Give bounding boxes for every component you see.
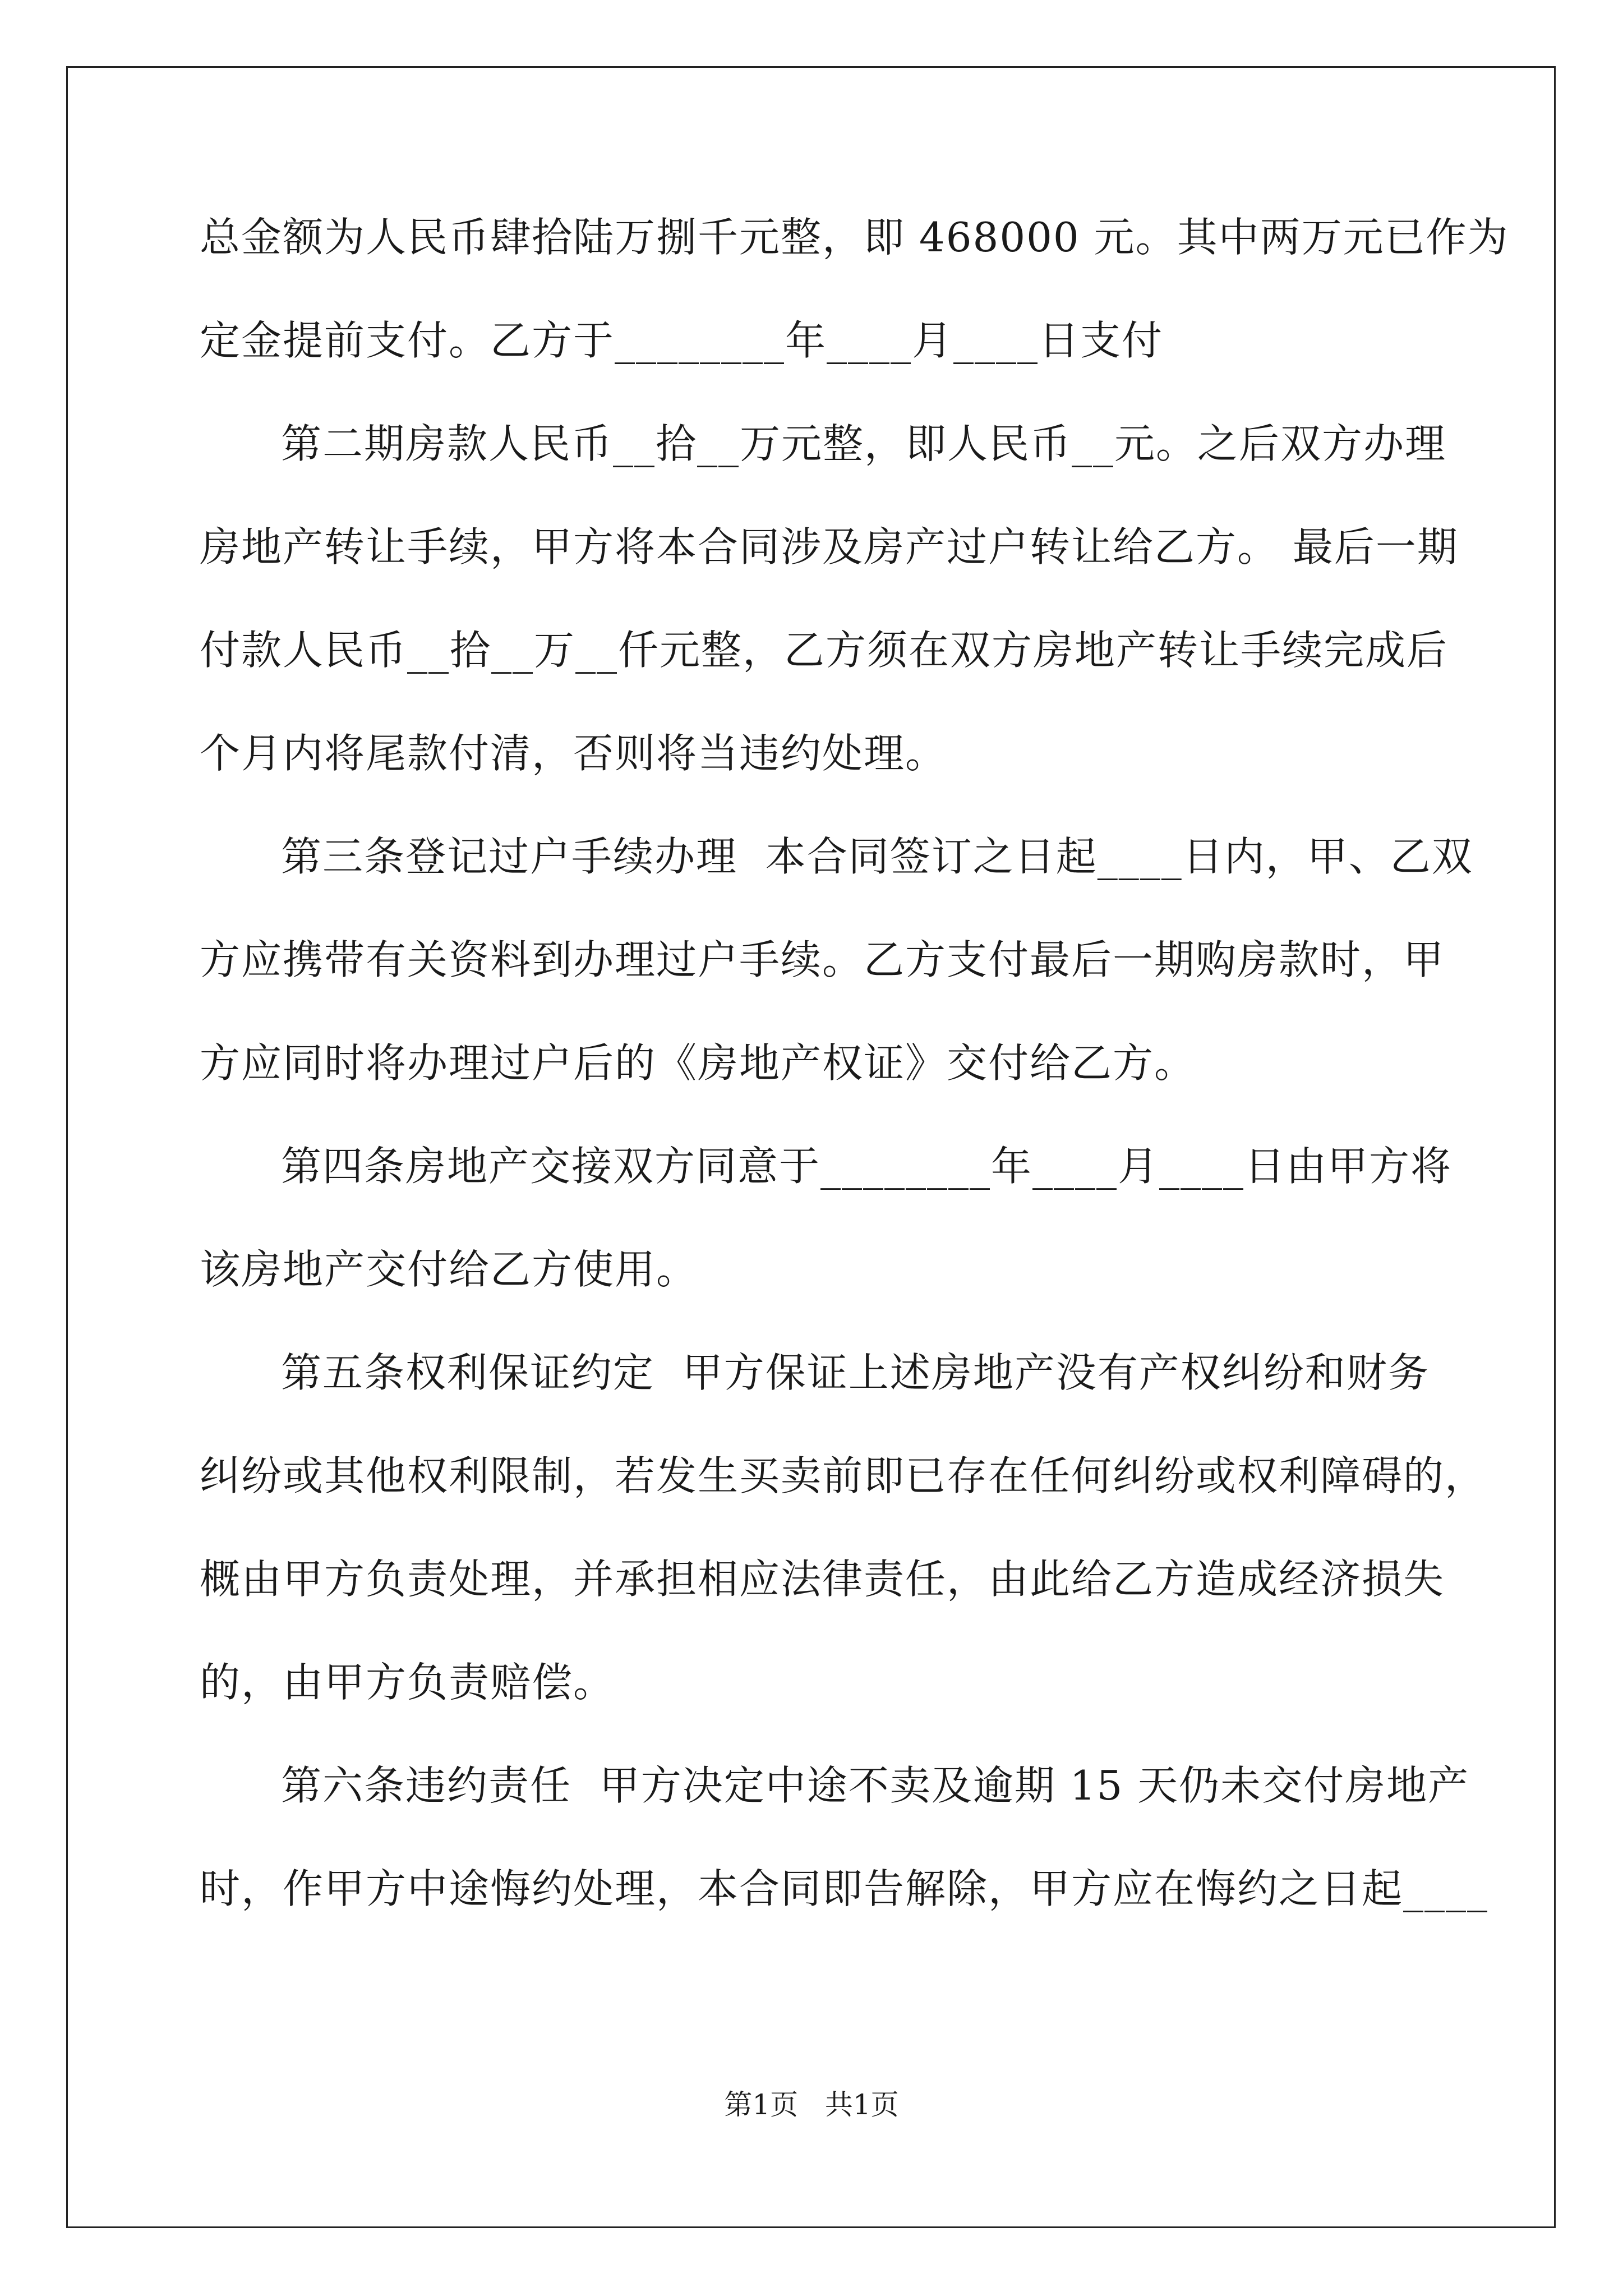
paragraph-start-line: 第四条房地产交接双方同意于________年____月____日由甲方将 xyxy=(281,1143,1453,1190)
text-line: 房地产转让手续，甲方将本合同涉及房产过户转让给乙方。 最后一期 xyxy=(200,523,1459,570)
page-footer: 第1页 共1页 xyxy=(724,2088,899,2121)
paragraph-start-line: 第三条登记过户手续办理 本合同签订之日起____日内，甲、乙双 xyxy=(281,833,1473,880)
text-line: 时，作甲方中途悔约处理，本合同即告解除，甲方应在悔约之日起____ xyxy=(200,1865,1489,1912)
text-line: 方应携带有关资料到办理过户手续。乙方支付最后一期购房款时，甲 xyxy=(200,936,1445,983)
text-line: 定金提前支付。乙方于________年____月____日支付 xyxy=(200,317,1164,364)
text-line: 纠纷或其他权利限制，若发生买卖前即已存在任何纠纷或权利障碍的， xyxy=(200,1452,1487,1499)
text-line: 概由甲方负责处理，并承担相应法律责任，由此给乙方造成经济损失 xyxy=(200,1556,1445,1603)
text-line: 个月内将尾款付清，否则将当违约处理。 xyxy=(200,730,947,777)
paragraph-start-line: 第六条违约责任 甲方决定中途不卖及逾期 15 天仍未交付房地产 xyxy=(281,1762,1470,1809)
text-line: 该房地产交付给乙方使用。 xyxy=(200,1246,698,1293)
text-line: 的，由甲方负责赔偿。 xyxy=(200,1659,615,1706)
text-line: 付款人民币__拾__万__仟元整，乙方须在双方房地产转让手续完成后 xyxy=(200,627,1449,674)
text-line: 方应同时将办理过户后的《房地产权证》交付给乙方。 xyxy=(200,1039,1196,1087)
paragraph-start-line: 第五条权利保证约定 甲方保证上述房地产没有产权纠纷和财务 xyxy=(281,1349,1430,1396)
document-body xyxy=(200,210,1509,1916)
text-line: 总金额为人民币肆拾陆万捌千元整，即 468000 元。其中两万元已作为 xyxy=(200,214,1509,261)
paragraph-start-line: 第二期房款人民币__拾__万元整，即人民币__元。之后双方办理 xyxy=(281,420,1447,467)
